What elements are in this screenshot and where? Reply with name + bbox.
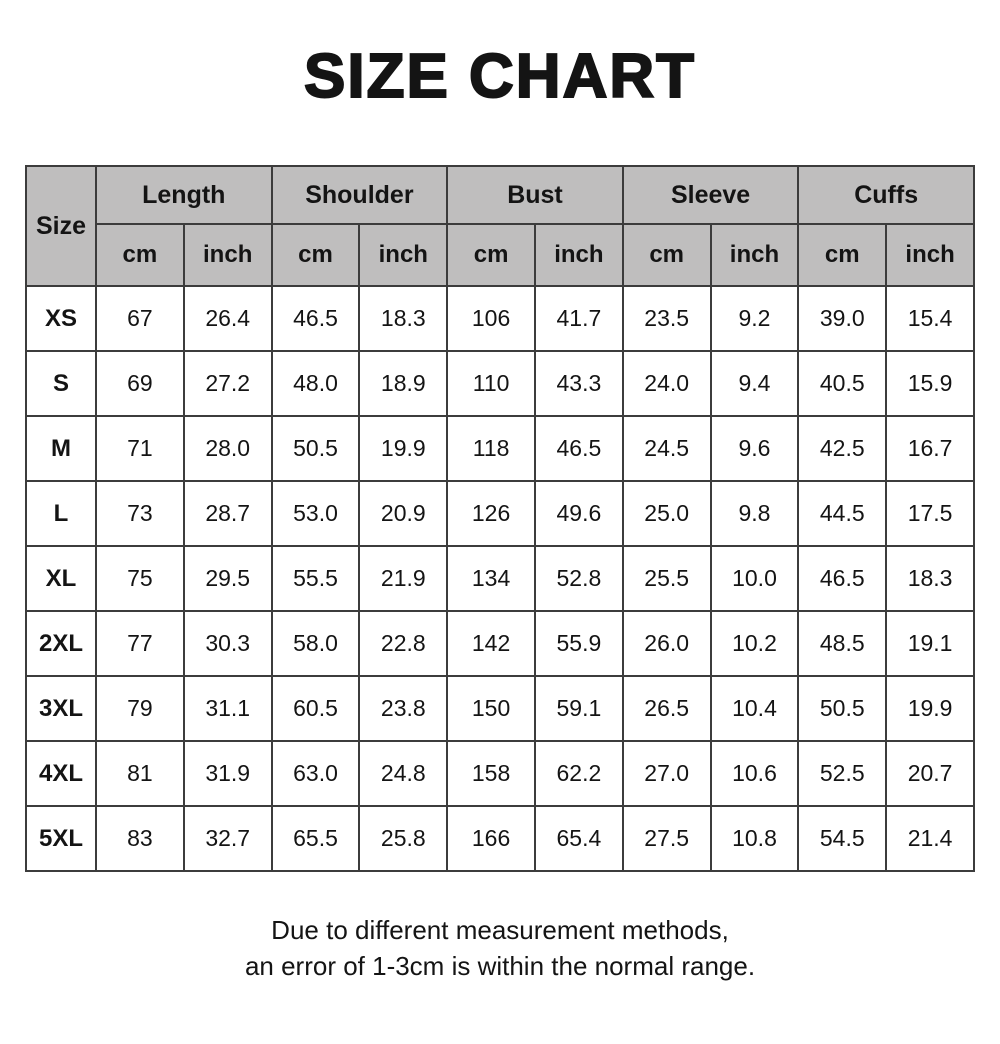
size-cell: 3XL	[26, 676, 96, 741]
value-cell: 43.3	[535, 351, 623, 416]
header-group-row	[26, 166, 974, 224]
unit-header-inch: inch	[886, 224, 974, 286]
value-cell: 46.5	[535, 416, 623, 481]
value-cell: 46.5	[272, 286, 360, 351]
measurement-note	[0, 912, 1000, 985]
value-cell: 79	[96, 676, 184, 741]
size-chart-page	[0, 44, 1000, 1044]
value-cell: 83	[96, 806, 184, 871]
unit-header-inch: inch	[359, 224, 447, 286]
group-header-cuffs: Cuffs	[798, 166, 974, 224]
value-cell: 42.5	[798, 416, 886, 481]
value-cell: 18.9	[359, 351, 447, 416]
value-cell: 24.0	[623, 351, 711, 416]
value-cell: 52.5	[798, 741, 886, 806]
value-cell: 81	[96, 741, 184, 806]
value-cell: 23.8	[359, 676, 447, 741]
measurement-note-line2: an error of 1-3cm is within the normal range.	[244, 951, 756, 982]
group-header-sleeve: Sleeve	[623, 166, 799, 224]
value-cell: 126	[447, 481, 535, 546]
value-cell: 22.8	[359, 611, 447, 676]
value-cell: 77	[96, 611, 184, 676]
value-cell: 26.5	[623, 676, 711, 741]
value-cell: 10.4	[711, 676, 799, 741]
value-cell: 23.5	[623, 286, 711, 351]
value-cell: 71	[96, 416, 184, 481]
value-cell: 55.5	[272, 546, 360, 611]
value-cell: 27.0	[623, 741, 711, 806]
value-cell: 53.0	[272, 481, 360, 546]
table-row	[26, 351, 974, 416]
size-cell: L	[26, 481, 96, 546]
value-cell: 20.9	[359, 481, 447, 546]
value-cell: 55.9	[535, 611, 623, 676]
value-cell: 19.9	[886, 676, 974, 741]
value-cell: 17.5	[886, 481, 974, 546]
value-cell: 21.4	[886, 806, 974, 871]
value-cell: 30.3	[184, 611, 272, 676]
value-cell: 54.5	[798, 806, 886, 871]
size-cell: S	[26, 351, 96, 416]
value-cell: 60.5	[272, 676, 360, 741]
value-cell: 73	[96, 481, 184, 546]
value-cell: 48.0	[272, 351, 360, 416]
value-cell: 21.9	[359, 546, 447, 611]
value-cell: 10.6	[711, 741, 799, 806]
value-cell: 28.0	[184, 416, 272, 481]
value-cell: 67	[96, 286, 184, 351]
value-cell: 49.6	[535, 481, 623, 546]
unit-header-inch: inch	[535, 224, 623, 286]
value-cell: 75	[96, 546, 184, 611]
value-cell: 24.8	[359, 741, 447, 806]
value-cell: 62.2	[535, 741, 623, 806]
value-cell: 16.7	[886, 416, 974, 481]
value-cell: 31.9	[184, 741, 272, 806]
value-cell: 50.5	[798, 676, 886, 741]
table-row	[26, 806, 974, 871]
value-cell: 50.5	[272, 416, 360, 481]
value-cell: 142	[447, 611, 535, 676]
value-cell: 46.5	[798, 546, 886, 611]
value-cell: 58.0	[272, 611, 360, 676]
value-cell: 15.9	[886, 351, 974, 416]
value-cell: 27.5	[623, 806, 711, 871]
value-cell: 69	[96, 351, 184, 416]
value-cell: 158	[447, 741, 535, 806]
value-cell: 150	[447, 676, 535, 741]
value-cell: 48.5	[798, 611, 886, 676]
value-cell: 18.3	[359, 286, 447, 351]
size-cell: 5XL	[26, 806, 96, 871]
value-cell: 9.8	[711, 481, 799, 546]
size-cell: 4XL	[26, 741, 96, 806]
value-cell: 59.1	[535, 676, 623, 741]
table-row	[26, 416, 974, 481]
value-cell: 24.5	[623, 416, 711, 481]
value-cell: 9.6	[711, 416, 799, 481]
value-cell: 25.0	[623, 481, 711, 546]
value-cell: 10.2	[711, 611, 799, 676]
table-row	[26, 741, 974, 806]
table-header	[26, 166, 974, 286]
value-cell: 106	[447, 286, 535, 351]
value-cell: 44.5	[798, 481, 886, 546]
page-title: SIZE CHART	[304, 42, 696, 111]
value-cell: 15.4	[886, 286, 974, 351]
value-cell: 25.5	[623, 546, 711, 611]
size-cell: XL	[26, 546, 96, 611]
unit-header-cm: cm	[272, 224, 360, 286]
header-unit-row	[26, 224, 974, 286]
value-cell: 18.3	[886, 546, 974, 611]
value-cell: 27.2	[184, 351, 272, 416]
value-cell: 52.8	[535, 546, 623, 611]
measurement-note-line1: Due to different measurement methods,	[271, 915, 729, 946]
group-header-shoulder: Shoulder	[272, 166, 448, 224]
size-cell: M	[26, 416, 96, 481]
table-row	[26, 611, 974, 676]
value-cell: 10.0	[711, 546, 799, 611]
value-cell: 63.0	[272, 741, 360, 806]
size-cell: 2XL	[26, 611, 96, 676]
unit-header-cm: cm	[798, 224, 886, 286]
unit-header-cm: cm	[96, 224, 184, 286]
value-cell: 28.7	[184, 481, 272, 546]
value-cell: 32.7	[184, 806, 272, 871]
value-cell: 26.0	[623, 611, 711, 676]
value-cell: 29.5	[184, 546, 272, 611]
value-cell: 40.5	[798, 351, 886, 416]
size-cell: XS	[26, 286, 96, 351]
table-row	[26, 286, 974, 351]
value-cell: 31.1	[184, 676, 272, 741]
size-chart-table	[25, 165, 975, 872]
group-header-bust: Bust	[447, 166, 623, 224]
value-cell: 65.4	[535, 806, 623, 871]
value-cell: 10.8	[711, 806, 799, 871]
value-cell: 65.5	[272, 806, 360, 871]
unit-header-inch: inch	[711, 224, 799, 286]
value-cell: 26.4	[184, 286, 272, 351]
unit-header-cm: cm	[447, 224, 535, 286]
value-cell: 166	[447, 806, 535, 871]
value-cell: 9.4	[711, 351, 799, 416]
size-column-header: Size	[26, 166, 96, 286]
table-row	[26, 546, 974, 611]
value-cell: 118	[447, 416, 535, 481]
value-cell: 19.9	[359, 416, 447, 481]
value-cell: 25.8	[359, 806, 447, 871]
value-cell: 39.0	[798, 286, 886, 351]
unit-header-inch: inch	[184, 224, 272, 286]
value-cell: 110	[447, 351, 535, 416]
value-cell: 134	[447, 546, 535, 611]
value-cell: 41.7	[535, 286, 623, 351]
table-row	[26, 481, 974, 546]
group-header-length: Length	[96, 166, 272, 224]
table-row	[26, 676, 974, 741]
table-body	[26, 286, 974, 871]
unit-header-cm: cm	[623, 224, 711, 286]
value-cell: 20.7	[886, 741, 974, 806]
value-cell: 9.2	[711, 286, 799, 351]
value-cell: 19.1	[886, 611, 974, 676]
